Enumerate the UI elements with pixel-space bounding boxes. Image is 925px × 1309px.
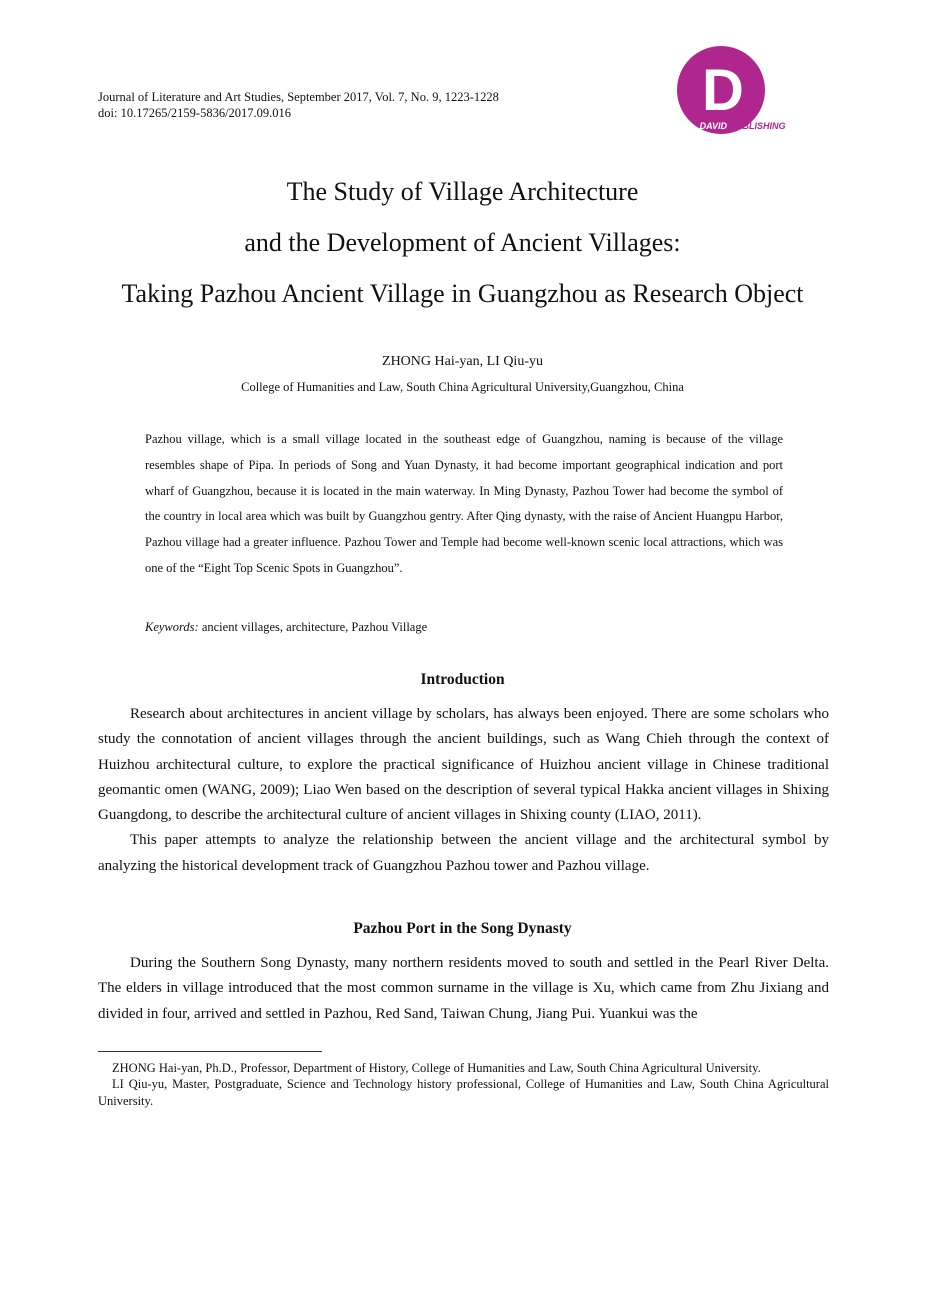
keywords — [145, 620, 427, 635]
keywords-text: ancient villages, architecture, Pazhou Village — [198, 620, 428, 634]
logo-letter: D — [702, 58, 744, 123]
footnote-2: LI Qiu-yu, Master, Postgraduate, Science and Technology history professional, College of Humanities and Law, South China Agricultural University. — [98, 1077, 829, 1108]
section-heading-pazhou-port: Pazhou Port in the Song Dynasty — [353, 920, 572, 937]
title-line-3: Taking Pazhou Ancient Village in Guangzhou as Research Object — [121, 279, 804, 308]
doi: doi: 10.17265/2159-5836/2017.09.016 — [98, 106, 292, 120]
title-line-1: The Study of Village Architecture — [286, 177, 639, 206]
paragraph: Research about architectures in ancient village by scholars, has always been enjoyed. There are some scholars who study the connotation of ancient villages through the ancient buildings, such as Wang Chieh through the context of Huizhou architectural culture, to explore the practical significance of Huizhou ancient village in Chinese traditional geomantic omen (WANG, 2009); Liao Wen based on the description of several typical Hakka ancient villages in Shixing Guangdong, to describe the architectural culture of ancient villages in Shixing county (LIAO, 2011). — [98, 706, 829, 824]
abstract: Pazhou village, which is a small village located in the southeast edge of Guangzhou, naming is because of the village resembles shape of Pipa. In periods of Song and Yuan Dynasty, it had become important geographical indication and port wharf of Guangzhou, because it is located in the main waterway. In Ming Dynasty, Pazhou Tower had become the symbol of the country in local area which was built by Guangzhou gentry. After Qing dynasty, with the raise of Ancient Huangpu Harbor, Pazhou village had a greater influence. Pazhou Tower and Temple had become well-known scenic local attractions, which was one of the “Eight Top Scenic Spots in Guangzhou”. — [145, 432, 783, 575]
journal-citation: Journal of Literature and Art Studies, September 2017, Vol. 7, No. 9, 1223-1228 — [98, 90, 499, 104]
paper-title — [60, 166, 865, 319]
footnote-divider — [98, 1051, 322, 1052]
david-publishing-logo — [668, 44, 833, 139]
paragraph: During the Southern Song Dynasty, many northern residents moved to south and settled in the Pearl River Delta. The elders in village introduced that the most common surname in the village is Xu, which came from Zhu Jixiang and divided in four, arrived and settled in Pazhou, Red Sand, Taiwan Chung, Jiang Pui. Yuankui was the — [98, 955, 829, 1022]
authors: ZHONG Hai-yan, LI Qiu-yu — [382, 354, 543, 369]
section2-body — [98, 951, 829, 1027]
affiliation: College of Humanities and Law, South China Agricultural University,Guangzhou, China — [241, 380, 684, 394]
logo-text-david: DAVID — [699, 121, 727, 131]
logo-text-publishing: PUBLISHING — [730, 121, 786, 131]
keywords-label: Keywords: — [145, 620, 199, 634]
title-line-2: and the Development of Ancient Villages: — [244, 228, 681, 257]
footnotes — [98, 1060, 829, 1109]
paragraph: This paper attempts to analyze the relationship between the ancient village and the architectural symbol by analyzing the historical development track of Guangzhou Pazhou tower and Pazhou village. — [98, 832, 829, 874]
introduction-body — [98, 702, 829, 879]
journal-info — [98, 89, 499, 121]
footnote-1: ZHONG Hai-yan, Ph.D., Professor, Department of History, College of Humanities and Law, South China Agricultural University. — [112, 1061, 761, 1075]
section-heading-introduction: Introduction — [420, 671, 505, 688]
